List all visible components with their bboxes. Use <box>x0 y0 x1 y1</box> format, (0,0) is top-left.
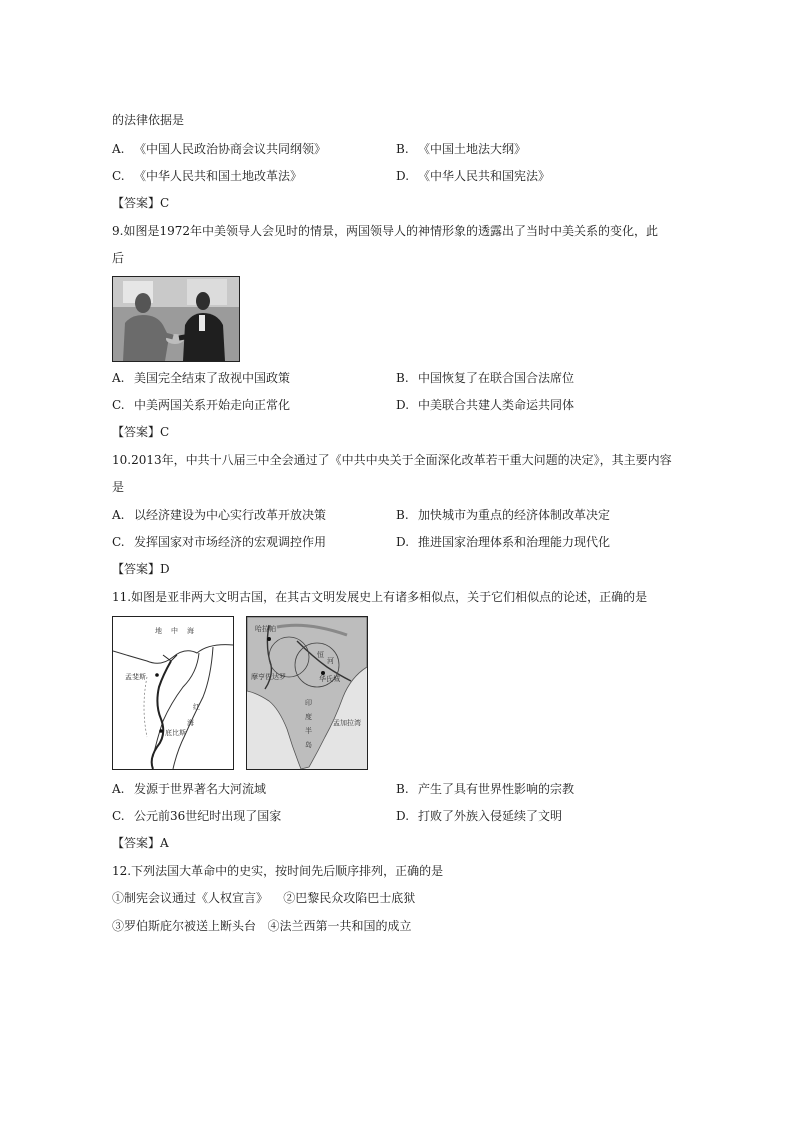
q8-option-d[interactable] <box>396 168 550 184</box>
option-text: 发挥国家对市场经济的宏观调控作用 <box>134 535 327 549</box>
q11-option-c[interactable] <box>112 808 281 824</box>
map-label: 红 <box>193 703 200 711</box>
option-text: 《中国人民政治协商会议共同纲领》 <box>134 142 327 156</box>
map-label: 半 <box>305 727 312 735</box>
q11-answer: 【答案】A <box>112 836 169 850</box>
map-label: 岛 <box>305 741 312 749</box>
option-text: 发源于世界著名大河流域 <box>134 782 267 796</box>
map-label: 印 <box>305 699 312 707</box>
option-letter: C. <box>112 398 125 412</box>
q8-answer: 【答案】C <box>112 196 170 210</box>
option-text: 美国完全结束了敌视中国政策 <box>134 371 291 385</box>
option-text: 加快城市为重点的经济体制改革决定 <box>418 508 611 522</box>
map-label: 度 <box>305 713 312 721</box>
q11-option-a[interactable] <box>112 781 266 797</box>
q10-answer: 【答案】D <box>112 562 170 576</box>
q10-option-a[interactable] <box>112 507 326 523</box>
q10-option-c[interactable] <box>112 534 326 550</box>
q9-stem-line1: 9.如图是1972年中美领导人会见时的情景，两国领导人的神情形象的透露出了当时中美关系的变化，此 <box>112 224 658 238</box>
map-label: 底比斯 <box>165 729 186 737</box>
india-map <box>246 616 368 770</box>
option-text: 《中华人民共和国宪法》 <box>418 169 551 183</box>
option-letter: D. <box>396 169 410 183</box>
option-letter: D. <box>396 809 410 823</box>
q10-stem-line2: 是 <box>112 480 125 494</box>
q12-stem: 12.下列法国大革命中的史实，按时间先后顺序排列，正确的是 <box>112 864 444 878</box>
q9-option-c[interactable] <box>112 397 290 413</box>
option-text: 《中国土地法大纲》 <box>418 142 527 156</box>
option-letter: A. <box>112 508 125 522</box>
map-label: 孟加拉湾 <box>333 719 361 727</box>
map-label: 华氏城 <box>319 675 340 683</box>
q9-option-b[interactable] <box>396 370 574 386</box>
option-text: 中美两国关系开始走向正常化 <box>134 398 291 412</box>
q8-option-a[interactable] <box>112 141 326 157</box>
map-label: 孟斐斯 <box>125 673 146 681</box>
map-label: 恒 <box>317 651 324 659</box>
option-letter: A. <box>112 782 125 796</box>
q8-stem: 的法律依据是 <box>112 113 185 127</box>
option-letter: B. <box>396 371 409 385</box>
q10-stem-line1: 10.2013年，中共十八届三中全会通过了《中共中央关于全面深化改革若干重大问题的决定》，其主要内容 <box>112 453 672 467</box>
option-letter: D. <box>396 535 410 549</box>
option-text: 中美联合共建人类命运共同体 <box>418 398 575 412</box>
option-text: 以经济建设为中心实行改革开放决策 <box>134 508 327 522</box>
option-letter: C. <box>112 169 125 183</box>
q11-option-d[interactable] <box>396 808 562 824</box>
option-letter: B. <box>396 508 409 522</box>
q9-stem-line2: 后 <box>112 251 125 265</box>
q10-option-d[interactable] <box>396 534 610 550</box>
map-label: 河 <box>327 657 334 665</box>
q9-option-a[interactable] <box>112 370 290 386</box>
option-letter: A. <box>112 371 125 385</box>
q8-option-b[interactable] <box>396 141 526 157</box>
option-letter: A. <box>112 142 125 156</box>
option-letter: B. <box>396 142 409 156</box>
map-label: 哈拉帕 <box>255 625 276 633</box>
option-text: 产生了具有世界性影响的宗教 <box>418 782 575 796</box>
egypt-map <box>112 616 234 770</box>
map-label: 海 <box>187 719 194 727</box>
map-label: 地 <box>155 627 162 635</box>
q12-items-line1: ①制宪会议通过《人权宣言》 ②巴黎民众攻陷巴士底狱 <box>112 891 416 905</box>
q11-option-b[interactable] <box>396 781 574 797</box>
option-letter: D. <box>396 398 410 412</box>
q12-items-line2: ③罗伯斯庇尔被送上断头台 ④法兰西第一共和国的成立 <box>112 919 412 933</box>
option-letter: B. <box>396 782 409 796</box>
q9-answer: 【答案】C <box>112 425 170 439</box>
option-text: 推进国家治理体系和治理能力现代化 <box>418 535 611 549</box>
q11-stem: 11.如图是亚非两大文明古国，在其古文明发展史上有诸多相似点，关于它们相似点的论述，正确的是 <box>112 590 648 604</box>
option-text: 中国恢复了在联合国合法席位 <box>418 371 575 385</box>
option-text: 公元前36世纪时出现了国家 <box>134 809 282 823</box>
q8-option-c[interactable] <box>112 168 302 184</box>
map-label: 中 <box>171 627 178 635</box>
leaders-meeting-photo <box>112 276 240 362</box>
q10-option-b[interactable] <box>396 507 610 523</box>
q9-option-d[interactable] <box>396 397 574 413</box>
option-text: 打败了外族入侵延续了文明 <box>418 809 563 823</box>
map-label: 摩亨佐达罗 <box>251 673 286 681</box>
option-letter: C. <box>112 535 125 549</box>
map-label: 海 <box>187 627 194 635</box>
option-letter: C. <box>112 809 125 823</box>
option-text: 《中华人民共和国土地改革法》 <box>134 169 303 183</box>
